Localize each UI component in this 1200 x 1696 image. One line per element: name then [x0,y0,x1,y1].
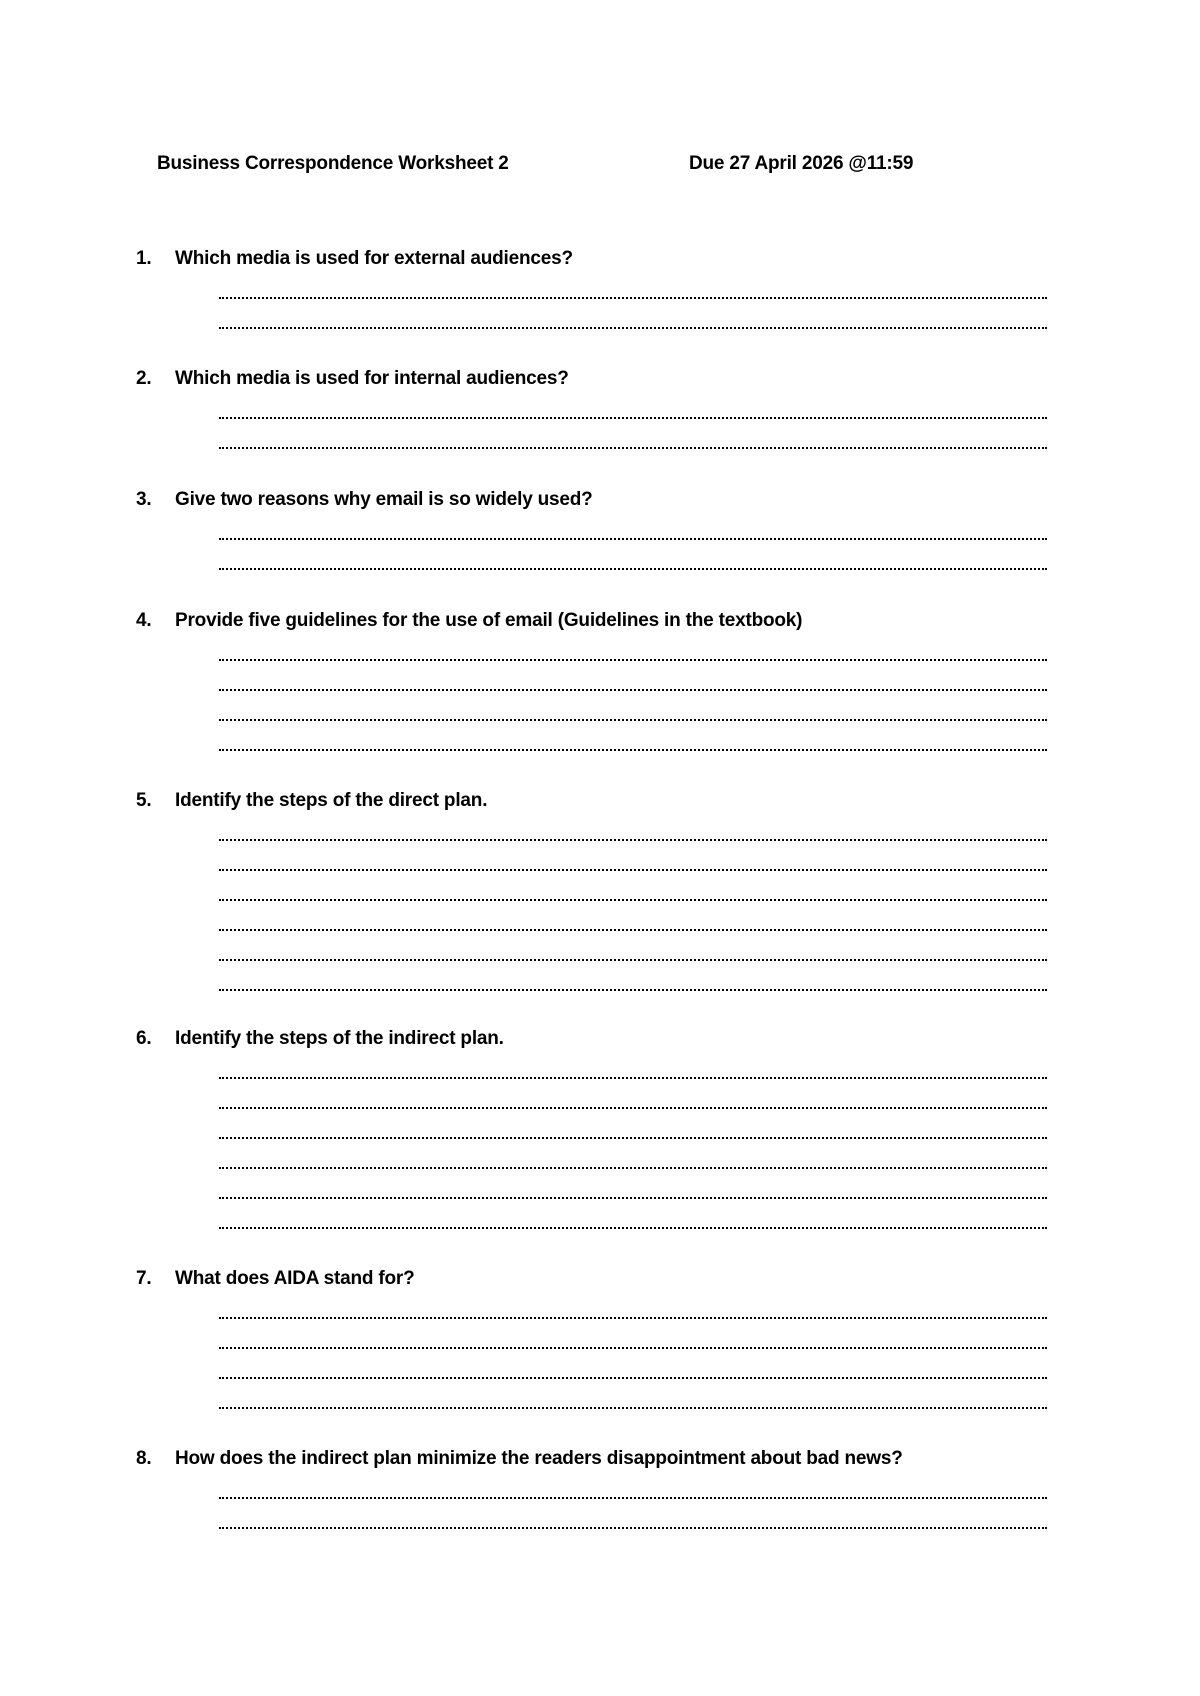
question-text: Identify the steps of the direct plan. [175,790,488,811]
question-item [136,489,1096,579]
dotted-rule [219,1167,1047,1169]
question-item [136,1268,1096,1418]
dotted-rule [219,1347,1047,1349]
dotted-rule [219,659,1047,661]
dotted-rule [219,749,1047,751]
dotted-rule [219,989,1047,991]
dotted-rule [219,1377,1047,1379]
dotted-rule [219,1107,1047,1109]
question-text: Identify the steps of the indirect plan. [175,1028,504,1049]
dotted-rule [219,538,1047,540]
answer-line[interactable] [219,428,1047,458]
question-row [136,610,1096,640]
answer-line[interactable] [219,640,1047,670]
dotted-rule [219,1197,1047,1199]
dotted-rule [219,869,1047,871]
question-item [136,1028,1096,1238]
question-item [136,610,1096,760]
dotted-rule [219,839,1047,841]
dotted-rule [219,689,1047,691]
dotted-rule [219,1527,1047,1529]
question-row [136,1028,1096,1058]
answer-line[interactable] [219,1208,1047,1238]
answer-line[interactable] [219,1058,1047,1088]
answer-line[interactable] [219,1388,1047,1418]
question-number: 6. [136,1028,152,1049]
dotted-rule [219,959,1047,961]
answer-line[interactable] [219,910,1047,940]
answer-line[interactable] [219,670,1047,700]
dotted-rule [219,1137,1047,1139]
worksheet-title: Business Correspondence Worksheet 2 [157,153,509,174]
answer-line[interactable] [219,1508,1047,1538]
dotted-rule [219,1227,1047,1229]
answer-line[interactable] [219,820,1047,850]
answer-line[interactable] [219,970,1047,1000]
question-number: 2. [136,368,152,389]
answer-line[interactable] [219,1118,1047,1148]
dotted-rule [219,297,1047,299]
dotted-rule [219,1497,1047,1499]
answer-line[interactable] [219,1178,1047,1208]
answer-line[interactable] [219,278,1047,308]
question-number: 4. [136,610,152,631]
question-number: 1. [136,248,152,269]
dotted-rule [219,327,1047,329]
answer-line[interactable] [219,1478,1047,1508]
answer-line[interactable] [219,1358,1047,1388]
question-number: 5. [136,790,152,811]
question-row [136,1448,1096,1478]
dotted-rule [219,899,1047,901]
dotted-rule [219,1407,1047,1409]
question-row [136,248,1096,278]
question-text: Which media is used for internal audiences? [175,368,569,389]
dotted-rule [219,1077,1047,1079]
question-number: 8. [136,1448,152,1469]
dotted-rule [219,1317,1047,1319]
due-date: Due 27 April 2026 @11:59 [689,153,914,174]
answer-line[interactable] [219,880,1047,910]
question-text: Which media is used for external audiences? [175,248,573,269]
question-item [136,248,1096,338]
answer-line[interactable] [219,940,1047,970]
question-row [136,1268,1096,1298]
question-number: 7. [136,1268,152,1289]
question-number: 3. [136,489,152,510]
question-item [136,1448,1096,1538]
question-item [136,368,1096,458]
answer-line[interactable] [219,1088,1047,1118]
question-row [136,790,1096,820]
question-text: Give two reasons why email is so widely used? [175,489,593,510]
answer-line[interactable] [219,308,1047,338]
answer-line[interactable] [219,700,1047,730]
answer-line[interactable] [219,398,1047,428]
question-text: What does AIDA stand for? [175,1268,415,1289]
answer-line[interactable] [219,730,1047,760]
question-text: How does the indirect plan minimize the readers disappointment about bad news? [175,1448,903,1469]
answer-line[interactable] [219,549,1047,579]
answer-line[interactable] [219,850,1047,880]
answer-line[interactable] [219,519,1047,549]
dotted-rule [219,447,1047,449]
answer-line[interactable] [219,1148,1047,1178]
dotted-rule [219,929,1047,931]
question-item [136,790,1096,1000]
dotted-rule [219,719,1047,721]
question-text: Provide five guidelines for the use of email (Guidelines in the textbook) [175,610,803,631]
question-row [136,489,1096,519]
answer-line[interactable] [219,1298,1047,1328]
worksheet-header [157,153,1057,183]
dotted-rule [219,417,1047,419]
dotted-rule [219,568,1047,570]
question-row [136,368,1096,398]
answer-line[interactable] [219,1328,1047,1358]
